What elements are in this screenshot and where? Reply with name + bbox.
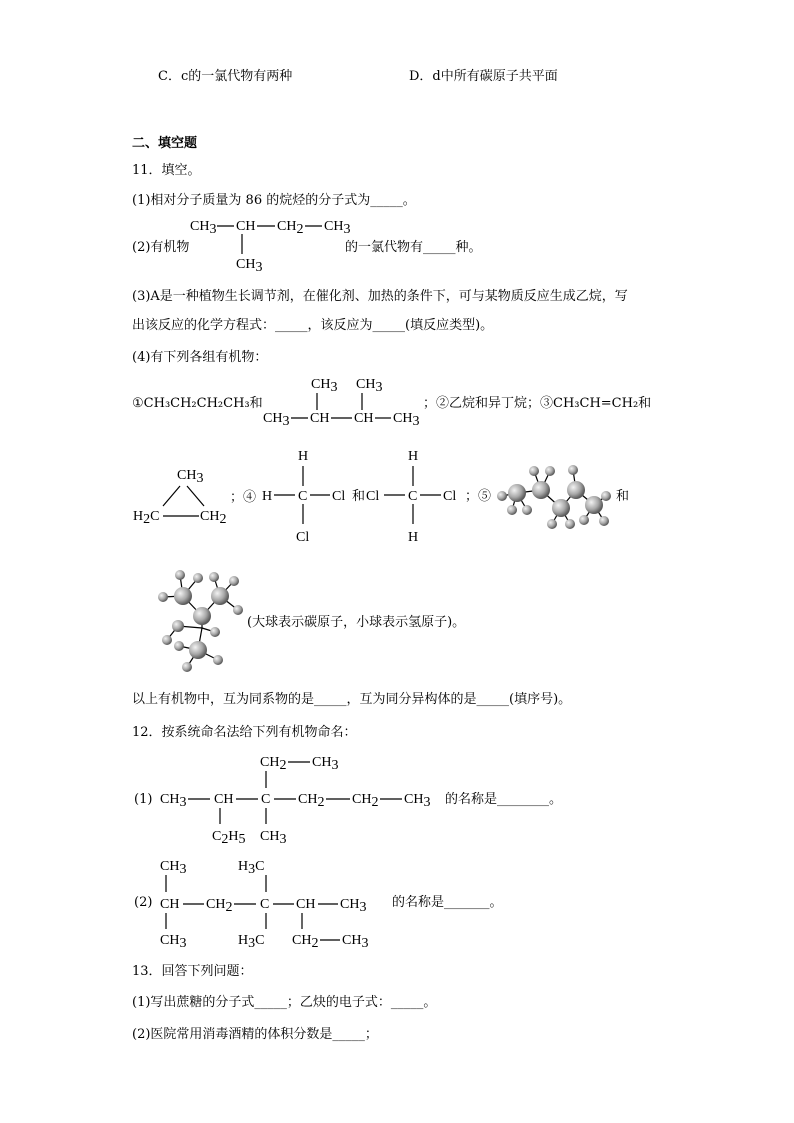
q12-part1-suffix: 的名称是________。 — [445, 792, 563, 807]
q11-part1: (1)相对分子质量为 86 的烷烃的分子式为_____。 — [132, 193, 416, 208]
struct-atom: CH3 — [160, 933, 187, 951]
struct-atom: CH2 — [352, 792, 379, 810]
struct-atom: H — [262, 489, 273, 504]
struct-atom: C — [408, 489, 418, 504]
q11-group1-suffix: ；②乙烷和异丁烷；③CH₃CH=CH₂和 — [423, 396, 652, 411]
q12-structure-1 — [160, 752, 440, 847]
struct-atom: CH — [214, 792, 234, 807]
q11-part3-line1: (3)A是一种植物生长调节剂，在催化剂、加热的条件下，可与某物质反应生成乙烷，写 — [132, 289, 628, 304]
struct-atom: CH3 — [190, 219, 217, 237]
struct-atom: H — [408, 530, 419, 545]
struct-atom: CH2 — [292, 933, 319, 951]
struct-atom: CH — [160, 897, 180, 912]
q11-group5-and: 和 — [616, 489, 630, 504]
q11-group4-sep: ；④ — [230, 490, 257, 505]
q11-part2-prefix: (2)有机物 — [132, 240, 190, 255]
q11-part4: (4)有下列各组有机物： — [132, 350, 268, 365]
struct-atom: CH3 — [342, 933, 369, 951]
struct-atom: CH2 — [298, 792, 325, 810]
section-title: 二、填空题 — [132, 136, 198, 151]
ball-stick-model-2 — [132, 566, 247, 678]
q12-part2-suffix: 的名称是_______。 — [392, 895, 503, 910]
q12-part1-label: (1) — [134, 792, 153, 807]
struct-atom: CH3 — [311, 377, 338, 395]
struct-atom: Cl — [332, 489, 346, 504]
struct-atom: Cl — [443, 489, 457, 504]
option-d: D．d中所有碳原子共平面 — [409, 69, 558, 84]
struct-atom: H3C — [238, 859, 265, 877]
struct-atom: CH — [296, 897, 316, 912]
q11-group4-and: 和 — [352, 489, 366, 504]
struct-atom: CH3 — [393, 411, 420, 429]
struct-bond — [187, 486, 204, 506]
struct-atom: H2C — [133, 509, 160, 527]
struct-atom: H — [408, 449, 419, 464]
q13-title: 13．回答下列问题： — [132, 964, 253, 979]
struct-atom: H — [298, 449, 309, 464]
struct-atom: CH — [236, 219, 256, 234]
struct-atom: C — [298, 489, 308, 504]
q11-conclusion: 以上有机物中，互为同系物的是_____，互为同分异构体的是_____(填序号)。 — [132, 692, 572, 707]
q13-part1: (1)写出蔗糖的分子式_____；乙炔的电子式：_____。 — [132, 995, 437, 1010]
struct-bond — [163, 486, 180, 506]
struct-atom: CH3 — [404, 792, 431, 810]
q11-structure-dichloromethane-2 — [366, 444, 476, 544]
struct-atom: C — [260, 897, 270, 912]
ball-stick-model-1 — [494, 460, 614, 532]
q11-structure-dimethylbutane — [263, 374, 423, 430]
q11-structure-methylcyclopropane — [133, 466, 233, 526]
q11-title: 11．填空。 — [132, 163, 201, 178]
q11-ball-note: (大球表示碳原子，小球表示氢原子)。 — [247, 615, 466, 630]
q11-group5-sep: ；⑤ — [465, 489, 492, 504]
struct-atom: CH3 — [356, 377, 383, 395]
struct-atom: CH3 — [324, 219, 351, 237]
struct-atom: CH2 — [200, 509, 227, 527]
struct-atom: CH2 — [277, 219, 304, 237]
q13-part2: (2)医院常用消毒酒精的体积分数是_____； — [132, 1027, 378, 1042]
q12-structure-2 — [160, 856, 390, 951]
struct-atom: CH3 — [236, 257, 263, 275]
struct-atom: CH2 — [260, 755, 287, 773]
struct-atom: CH3 — [160, 859, 187, 877]
q11-structure-2methylbutane — [190, 216, 360, 275]
q11-part3-line2: 出该反应的化学方程式：_____，该反应为_____(填反应类型)。 — [132, 318, 494, 333]
struct-atom: CH2 — [206, 897, 233, 915]
struct-atom: CH3 — [263, 411, 290, 429]
struct-atom: CH3 — [340, 897, 367, 915]
q11-group1-prefix: ①CH₃CH₂CH₂CH₃和 — [132, 396, 263, 411]
struct-atom: CH3 — [177, 468, 204, 486]
option-c: C．c的一氯代物有两种 — [158, 69, 293, 84]
struct-atom: Cl — [366, 489, 380, 504]
q12-title: 12．按系统命名法给下列有机物命名： — [132, 725, 357, 740]
struct-atom: CH — [354, 411, 374, 426]
struct-atom: H3C — [238, 933, 265, 951]
struct-atom: Cl — [296, 530, 310, 545]
q11-part2-suffix: 的一氯代物有_____种。 — [345, 240, 482, 255]
struct-atom: CH — [310, 411, 330, 426]
struct-atom: CH3 — [260, 829, 287, 847]
struct-atom: CH3 — [160, 792, 187, 810]
struct-atom: C2H5 — [212, 829, 246, 847]
struct-atom: CH3 — [312, 755, 339, 773]
struct-atom: C — [261, 792, 271, 807]
q12-part2-label: (2) — [134, 895, 153, 910]
